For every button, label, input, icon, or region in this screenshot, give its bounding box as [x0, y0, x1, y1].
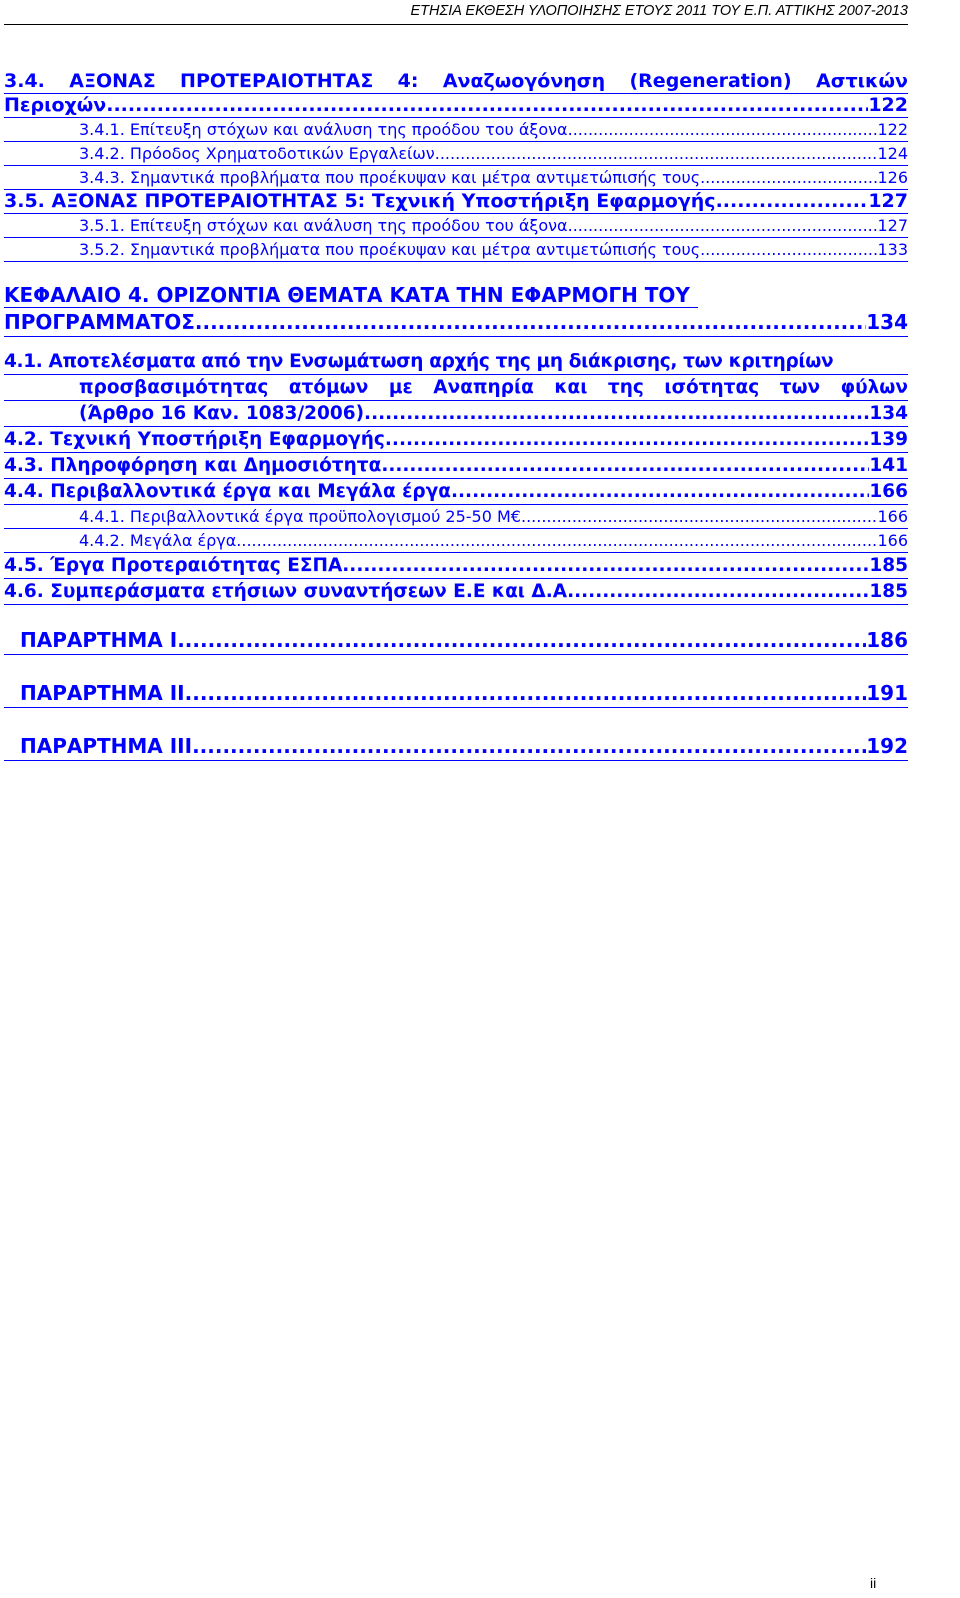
toc-entry-4-1-line1: 4.1. Αποτελέσματα από την Ενσωμάτωση αρχής της μη διάκρισης, των κριτηρίων — [4, 349, 908, 375]
dot-leader — [236, 529, 877, 552]
dot-leader — [568, 214, 878, 237]
toc-page-number: 139 — [869, 429, 908, 450]
toc-entry-3-4-line1: 3.4. ΑΞΟΝΑΣ ΠΡΟΤΕΡΑΙΟΤΗΤΑΣ 4: Αναζωογόνηση (Regeneration) Αστικών — [4, 70, 908, 92]
toc-entry-3-5-2[interactable]: 3.5.2. Σημαντικά προβλήματα που προέκυψαν και μέτρα αντιμετώπισής τους ..... 133 — [4, 238, 908, 262]
toc-entry-appendix-3[interactable]: ΠΑΡΑΡΤΗΜΑ ΙΙΙ ..... 192 — [4, 733, 908, 761]
toc-entry-4-1[interactable] — [4, 349, 908, 427]
toc-entry-4-5[interactable]: 4.5. Έργα Προτεραιότητας ΕΣΠΑ ..... 185 — [4, 553, 908, 579]
toc-page-number: 127 — [877, 216, 908, 235]
toc-page-number: 191 — [866, 681, 908, 705]
toc-entry-3-4-3[interactable]: 3.4.3. Σημαντικά προβλήματα που προέκυψαν και μέτρα αντιμετώπισής τους ..... 126 — [4, 166, 908, 190]
toc-entry-4-2[interactable]: 4.2. Τεχνική Υποστήριξη Εφαρμογής ..... 139 — [4, 427, 908, 453]
toc-entry-4-1-line3: (Άρθρο 16 Καν. 1083/2006) ..... 134 — [4, 401, 908, 427]
dot-leader — [568, 118, 878, 141]
running-header-title: ΕΤΗΣΙΑ ΕΚΘΕΣΗ ΥΛΟΠΟΙΗΣΗΣ ΕΤΟΥΣ 2011 ΤΟΥ Ε.Π. ΑΤΤΙΚΗΣ 2007-2013 — [410, 3, 908, 19]
dot-leader — [700, 166, 877, 189]
toc-page-number: 122 — [868, 94, 908, 116]
toc-entry-4-4-1[interactable]: 4.4.1. Περιβαλλοντικά έργα προϋπολογισμού 25-50 Μ€ ..... 166 — [4, 505, 908, 529]
dot-leader — [385, 427, 869, 452]
toc-page-number: 141 — [869, 455, 908, 476]
toc-page-number: 134 — [869, 403, 908, 424]
dot-leader — [381, 453, 869, 478]
toc-page-number: 185 — [869, 581, 908, 602]
toc-entry-appendix-2[interactable]: ΠΑΡΑΡΤΗΜΑ ΙΙ ..... 191 — [4, 680, 908, 708]
toc-page-number: 166 — [877, 531, 908, 550]
toc-page-number: 122 — [877, 120, 908, 139]
dot-leader — [364, 401, 869, 426]
toc-entry-3-4[interactable] — [4, 70, 908, 118]
toc-entry-4-6[interactable]: 4.6. Συμπεράσματα ετήσιων συναντήσεων Ε.Ε και Δ.Α ..... 185 — [4, 579, 908, 605]
dot-leader — [342, 553, 869, 578]
toc-entry-chapter-4[interactable] — [4, 282, 908, 337]
dot-leader — [192, 733, 866, 760]
toc-entry-3-5-1[interactable]: 3.5.1. Επίτευξη στόχων και ανάλυση της προόδου του άξονα ..... 127 — [4, 214, 908, 238]
toc-entry-4-1-line2: προσβασιμότητας ατόμων με Αναπηρία και της ισότητας των φύλων — [4, 375, 908, 401]
toc-entry-appendix-1[interactable]: ΠΑΡΑΡΤΗΜΑ Ι ..... 186 — [4, 627, 908, 655]
toc-page-number: 185 — [869, 555, 908, 576]
dot-leader — [451, 479, 869, 504]
toc-page-number: 166 — [869, 481, 908, 502]
dot-leader — [177, 627, 866, 654]
toc-page-number: 124 — [877, 144, 908, 163]
running-header — [0, 0, 908, 25]
dot-leader — [700, 238, 877, 261]
dot-leader — [106, 94, 868, 117]
toc-entry-chapter-4-line1: ΚΕΦΑΛΑΙΟ 4. ΟΡΙΖΟΝΤΙΑ ΘΕΜΑΤΑ ΚΑΤΑ ΤΗΝ ΕΦΑΡΜΟΓΗ ΤΟΥ — [4, 282, 908, 309]
toc-page-number: 166 — [877, 507, 908, 526]
toc-page-number: 127 — [868, 190, 908, 212]
page-number: ii — [870, 1575, 877, 1591]
table-of-contents — [4, 70, 908, 761]
toc-page-number: 133 — [877, 240, 908, 259]
header-rule — [4, 24, 908, 25]
toc-entry-3-5[interactable]: 3.5. ΑΞΟΝΑΣ ΠΡΟΤΕΡΑΙΟΤΗΤΑΣ 5: Τεχνική Υποστήριξη Εφαρμογής ..... 127 — [4, 190, 908, 214]
toc-entry-3-4-line2: Περιοχών ..... 122 — [4, 94, 908, 118]
toc-entry-4-3[interactable]: 4.3. Πληροφόρηση και Δημοσιότητα ..... 141 — [4, 453, 908, 479]
toc-page-number: 192 — [866, 734, 908, 758]
dot-leader — [521, 505, 877, 528]
toc-page-number: 134 — [866, 310, 908, 334]
toc-entry-3-4-1[interactable]: 3.4.1. Επίτευξη στόχων και ανάλυση της προόδου του άξονα ..... 122 — [4, 118, 908, 142]
dot-leader — [185, 680, 867, 707]
toc-entry-4-4-2[interactable]: 4.4.2. Μεγάλα έργα ..... 166 — [4, 529, 908, 553]
toc-entry-3-4-2[interactable]: 3.4.2. Πρόοδος Χρηματοδοτικών Εργαλείων ..... 124 — [4, 142, 908, 166]
toc-entry-chapter-4-line2: ΠΡΟΓΡΑΜΜΑΤΟΣ ..... 134 — [4, 309, 908, 337]
toc-page-number: 126 — [877, 168, 908, 187]
dot-leader — [435, 142, 878, 165]
dot-leader — [716, 190, 869, 213]
dot-leader — [195, 309, 866, 336]
toc-entry-4-4[interactable]: 4.4. Περιβαλλοντικά έργα και Μεγάλα έργα ..... 166 — [4, 479, 908, 505]
dot-leader — [567, 579, 869, 604]
toc-page-number: 186 — [866, 628, 908, 652]
